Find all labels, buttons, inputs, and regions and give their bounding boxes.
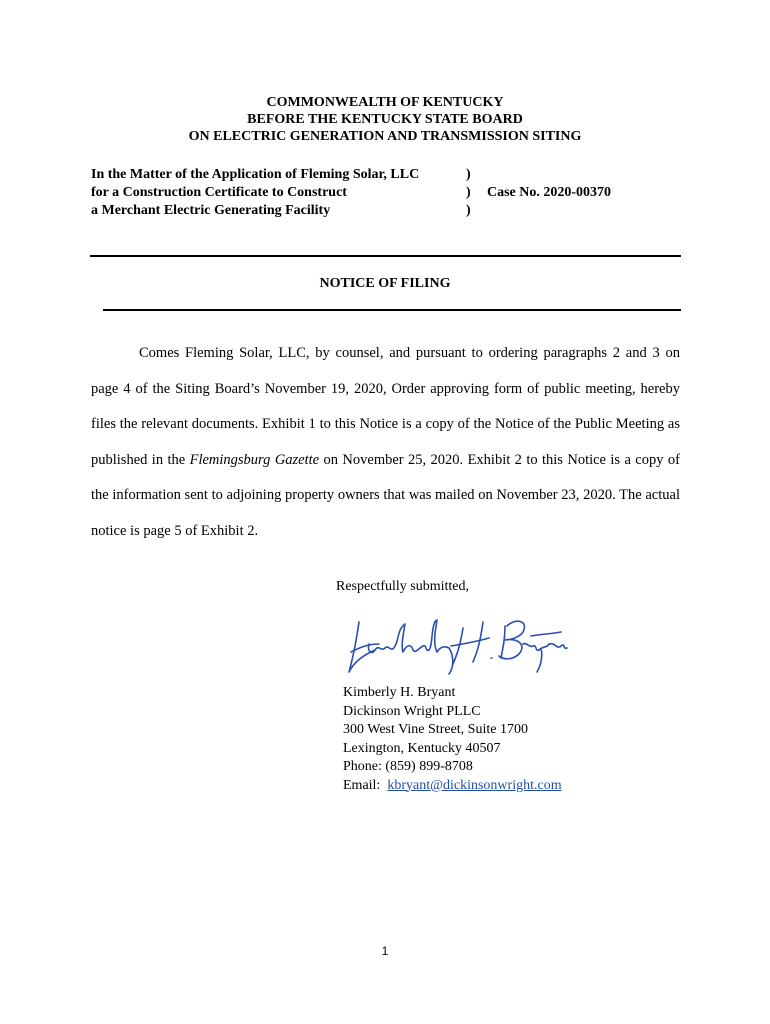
matter-line-1: In the Matter of the Application of Fleming Solar, LLC — [91, 167, 420, 182]
top-divider — [90, 255, 681, 257]
signatory-address-line1: 300 West Vine Street, Suite 1700 — [343, 722, 528, 737]
matter-line-3: a Merchant Electric Generating Facility — [91, 203, 331, 218]
bottom-divider — [103, 309, 681, 311]
signatory-address-line2: Lexington, Kentucky 40507 — [343, 740, 501, 756]
signatory-firm: Dickinson Wright PLLC — [343, 703, 481, 719]
header-board: BEFORE THE KENTUCKY STATE BOARD — [247, 112, 523, 127]
email-link[interactable]: kbryant@dickinsonwright.com — [387, 777, 562, 793]
publication-name: Flemingsburg Gazette — [189, 451, 320, 468]
page-number: 1 — [381, 944, 389, 958]
matter-line-2: for a Construction Certificate to Construct — [91, 185, 347, 200]
signatory-phone: Phone: (859) 899-8708 — [343, 759, 473, 774]
body-text-part2: on November 25, 2020. Exhibit 2 to this Notice is a copy of the information sent to adjoining property owners that was mailed on November 23, 2020. The actual notice is page 5 of Exhibit 2. — [91, 451, 680, 539]
notice-title: NOTICE OF FILING — [319, 276, 451, 291]
signatory-block — [343, 684, 562, 795]
body-text-part1: Comes Fleming Solar, LLC, by counsel, and pursuant to ordering paragraphs 2 and 3 on page 4 of the Siting Board’s November 19, 2020, Order approving form of public meeting, hereby files the relevant documents. Exhibit 1 to this Notice is a copy of the Notice of the Public Meeting as published in the — [91, 345, 680, 468]
caption-paren-2: ) — [466, 185, 471, 200]
case-number: Case No. 2020-00370 — [487, 185, 612, 200]
header-siting: ON ELECTRIC GENERATION AND TRANSMISSION SITING — [188, 129, 582, 144]
header-commonwealth: COMMONWEALTH OF KENTUCKY — [266, 95, 504, 110]
email-label: Email: — [343, 777, 381, 793]
signatory-name: Kimberly H. Bryant — [343, 685, 456, 700]
signature-image — [345, 614, 570, 684]
signature-text: Kimberly H. Bryant — [345, 682, 354, 683]
caption-paren-1: ) — [466, 167, 471, 182]
caption-paren-3: ) — [466, 203, 471, 218]
body-paragraph — [91, 336, 680, 549]
closing: Respectfully submitted, — [336, 579, 469, 594]
signatory-email-row — [343, 777, 562, 796]
